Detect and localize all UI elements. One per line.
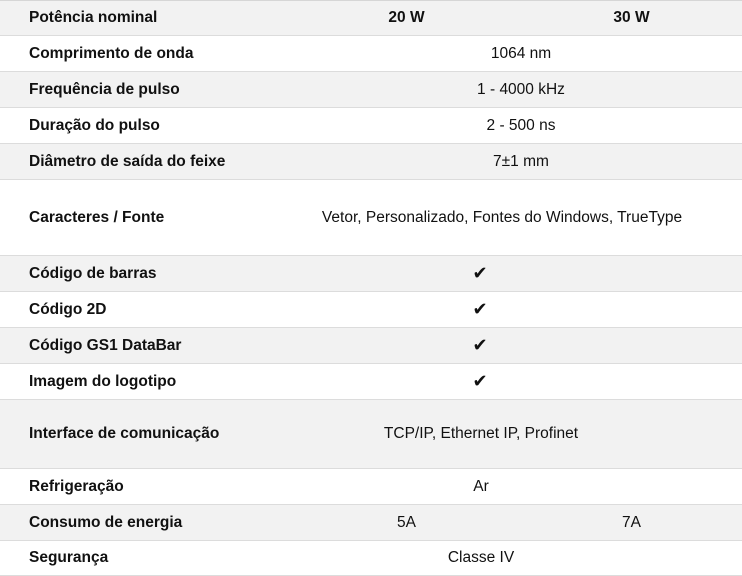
table-row [0,180,742,256]
row-value: 2 - 500 ns [486,116,556,134]
row-value: 7±1 mm [493,152,549,170]
row-value-30w: 7A [622,513,641,531]
table-header-row [0,1,742,36]
row-label: Consumo de energia [29,513,183,531]
table-row [0,108,742,144]
header-col-20w: 20 W [388,9,425,26]
check-icon: ✔ [472,335,488,355]
row-label: Imagem do logotipo [29,372,177,390]
table-row [0,400,742,469]
header-label: Potência nominal [29,9,158,26]
check-icon: ✔ [472,371,488,391]
row-label: Caracteres / Fonte [29,208,165,226]
table-row [0,541,742,576]
row-value-20w: 5A [397,513,416,531]
check-icon: ✔ [472,299,488,319]
table-row [0,292,742,328]
row-label: Refrigeração [29,477,124,495]
row-label: Código GS1 DataBar [29,336,182,354]
row-value: Ar [473,477,489,495]
row-label: Duração do pulso [29,116,160,134]
row-label: Segurança [29,549,109,566]
row-value: TCP/IP, Ethernet IP, Profinet [383,425,579,442]
check-icon: ✔ [472,263,488,283]
row-label: Frequência de pulso [29,80,180,98]
row-value: Vetor, Personalizado, Fontes do Windows, TrueType [321,208,683,226]
table-row [0,36,742,72]
row-value: Classe IV [447,549,515,566]
row-split-values [300,514,742,532]
table-row [0,469,742,505]
row-label: Código 2D [29,300,107,318]
row-label: Interface de comunicação [29,425,220,442]
table-row [0,505,742,541]
header-columns [300,9,742,27]
table-row [0,72,742,108]
row-label: Comprimento de onda [29,44,194,62]
table-row [0,328,742,364]
row-value: 1064 nm [490,44,552,62]
row-label: Diâmetro de saída do feixe [29,152,226,170]
row-value: 1 - 4000 kHz [477,80,565,98]
header-col-30w: 30 W [613,9,650,26]
row-label: Código de barras [29,264,157,282]
table-row [0,144,742,180]
table-row [0,364,742,400]
table-row [0,256,742,292]
